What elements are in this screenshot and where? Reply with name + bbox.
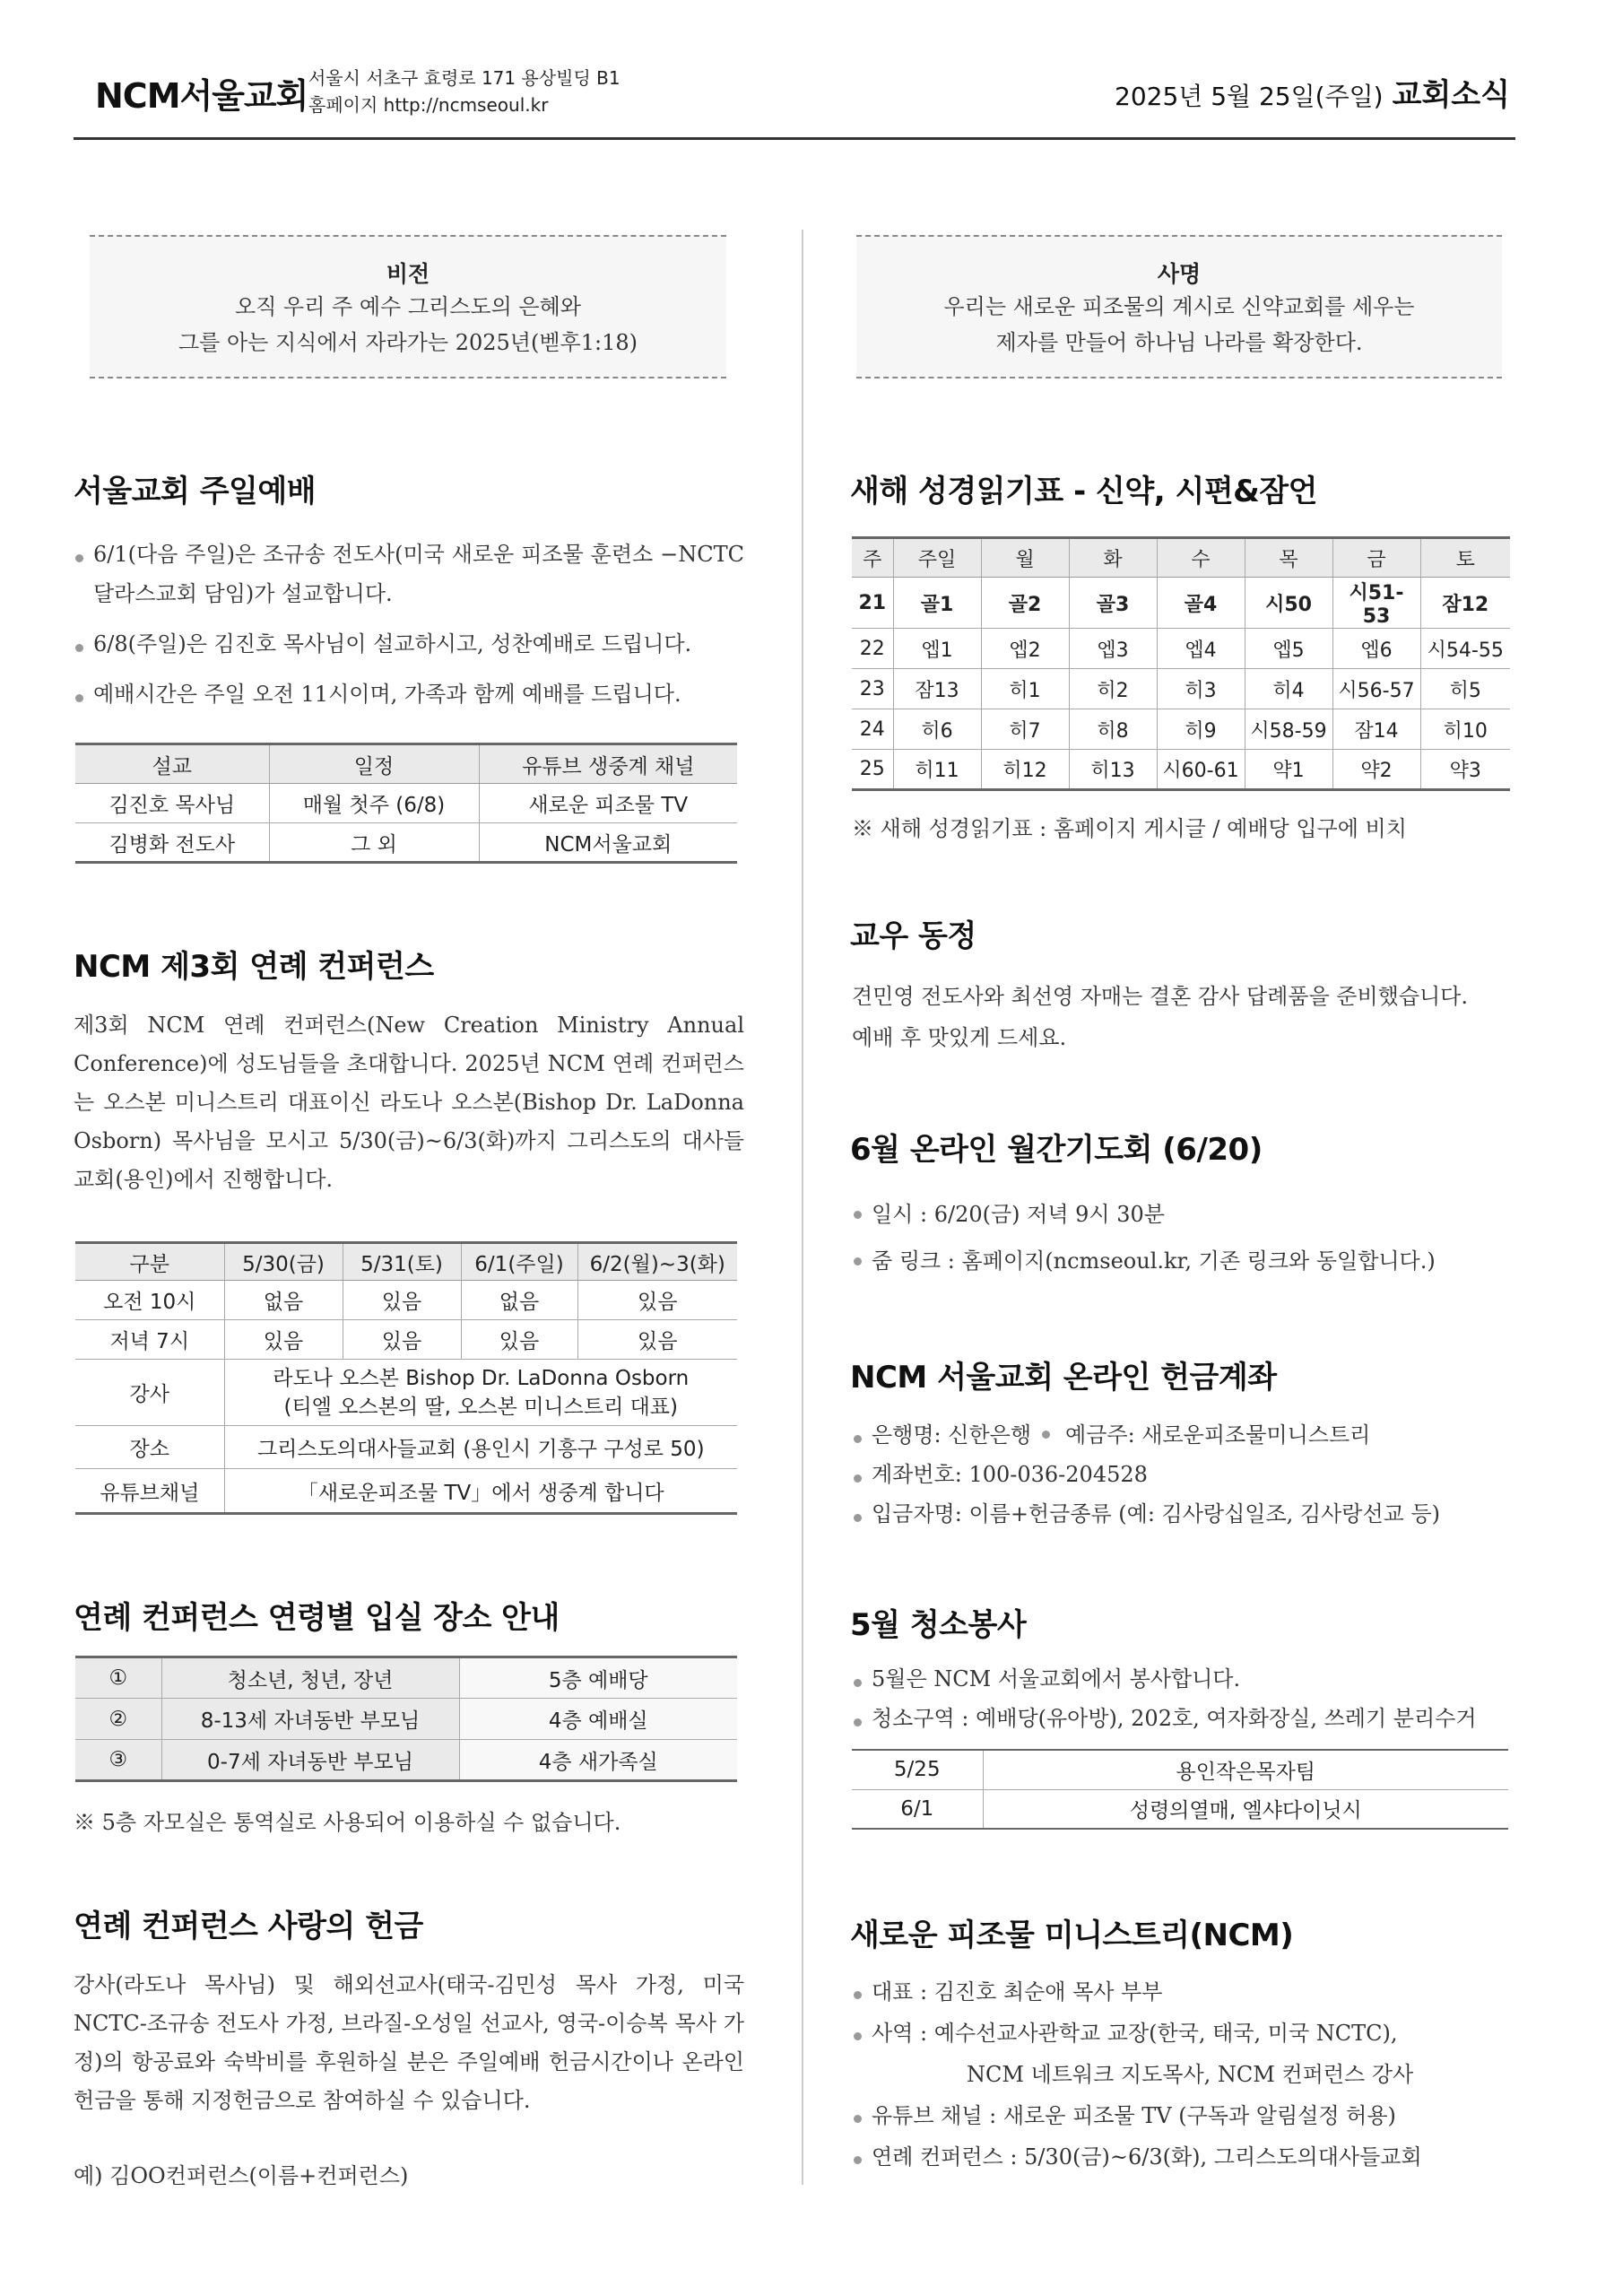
bulletin-date: 2025년 5월 25일(주일) (1115, 82, 1384, 111)
conference-paragraph: 제3회 NCM 연례 컨퍼런스(New Creation Ministry Annual Conference)에 성도님들을 초대합니다. 2025년 NCM 연례 컨퍼런스는 오스본 미니스트리 대표이신 라도나 오스본(Bishop Dr. LaDonna Osborn) 목사님을 모시고 5/30(금)~6/3(화)까지 그리스도의 대사들 교회(용인)에서 진행합니다. (74, 1013, 744, 1192)
table-cell: 없음 (461, 1281, 577, 1320)
list-item (852, 1415, 1515, 1455)
table-cell: 골2 (981, 578, 1069, 629)
table-cell: 히10 (1420, 709, 1510, 750)
table-cell: 새로운 피조물 TV (479, 784, 737, 823)
church-name: NCM서울교회 (95, 76, 308, 116)
table-row (852, 578, 1510, 629)
ministry-bullets (852, 1971, 1515, 2178)
table-row (75, 1740, 737, 1781)
table-cell: 그 외 (269, 823, 479, 863)
vision-title: 비전 (386, 261, 430, 287)
table-row (75, 823, 737, 863)
list-item: 연례 컨퍼런스 : 5/30(금)~6/3(화), 그리스도의대사들교회 (852, 2136, 1515, 2178)
table-cell: 잠12 (1420, 578, 1510, 629)
members-news-line: 예배 후 맛있게 드세요. (852, 1025, 1067, 1050)
table-header: 일정 (269, 744, 479, 784)
table-cell: 골4 (1157, 578, 1245, 629)
table-cell: 히2 (1069, 669, 1157, 709)
table-row (75, 784, 737, 823)
love-offering-example: 예) 김OO컨퍼런스(이름+컨퍼런스) (74, 2163, 409, 2188)
bible-reading-note: ※ 새해 성경읽기표 : 홈페이지 게시글 / 예배당 입구에 비치 (852, 816, 1407, 841)
table-row (75, 1426, 737, 1469)
list-item: 계좌번호: 100-036-204528 (852, 1455, 1515, 1494)
table-cell: 있음 (343, 1320, 461, 1360)
cleaning-bullets (852, 1659, 1515, 1738)
bank-name: 은행명: 신한은행 (872, 1422, 1032, 1448)
table-row (852, 669, 1510, 709)
members-news-title: 교우 동정 (850, 918, 976, 954)
table-cell: 25 (852, 750, 893, 790)
mission-line: 우리는 새로운 피조물의 계시로 신약교회를 세우는 (943, 294, 1415, 319)
mission-box (856, 235, 1502, 378)
table-cell: 있음 (577, 1281, 737, 1320)
page-header (74, 54, 1515, 140)
table-header: 6/2(월)~3(화) (577, 1243, 737, 1281)
table-cell: 4층 새가족실 (459, 1740, 737, 1781)
address-block (308, 65, 621, 118)
table-header: 화 (1069, 538, 1157, 578)
table-cell: 있음 (343, 1281, 461, 1320)
table-cell: 히6 (893, 709, 981, 750)
table-cell: 약1 (1245, 750, 1332, 790)
table-cell: 엡3 (1069, 629, 1157, 669)
vision-line: 오직 우리 주 예수 그리스도의 은혜와 (235, 294, 581, 319)
table-row (75, 1657, 737, 1699)
list-item: 예배시간은 주일 오전 11시이며, 가족과 함께 예배를 드립니다. (74, 674, 744, 714)
table-cell: ③ (75, 1740, 161, 1781)
homepage: 홈페이지 http://ncmseoul.kr (308, 94, 549, 116)
table-cell: 23 (852, 669, 893, 709)
table-cell: 히1 (981, 669, 1069, 709)
ministry-work-line: 사역 : 예수선교사관학교 교장(한국, 태국, 미국 NCTC), (872, 2021, 1398, 2046)
table-cell: 용인작은목자팀 (983, 1750, 1508, 1789)
table-cell: 시51-53 (1332, 578, 1420, 629)
table-row (852, 709, 1510, 750)
table-header: 5/31(토) (343, 1243, 461, 1281)
table-cell: 히9 (1157, 709, 1245, 750)
members-news-line: 견민영 전도사와 최선영 자매는 결혼 감사 답례품을 준비했습니다. (852, 984, 1468, 1009)
table-cell: 약3 (1420, 750, 1510, 790)
address: 서울시 서초구 효령로 171 용상빌딩 B1 (308, 67, 621, 89)
table-cell: 히12 (981, 750, 1069, 790)
sunday-worship-title: 서울교회 주일예배 (74, 474, 317, 509)
table-cell: 잠14 (1332, 709, 1420, 750)
table-header: 5/30(금) (224, 1243, 343, 1281)
table-header: 주 (852, 538, 893, 578)
conference-table (75, 1241, 737, 1515)
vision-line: 그를 아는 지식에서 자라가는 2025년(벧후1:18) (178, 330, 638, 355)
table-header: 주일 (893, 538, 981, 578)
table-cell: 0-7세 자녀동반 부모님 (161, 1740, 459, 1781)
table-cell: 8-13세 자녀동반 부모님 (161, 1699, 459, 1740)
list-item: 6/1(다음 주일)은 조규송 전도사(미국 새로운 피조물 훈련소 −NCTC 달라스교회 담임)가 설교합니다. (74, 535, 744, 613)
table-cell: 히7 (981, 709, 1069, 750)
table-header: 금 (1332, 538, 1420, 578)
list-item: 대표 : 김진호 최순애 목사 부부 (852, 1971, 1515, 2013)
vision-box (90, 235, 726, 378)
members-news-body (852, 976, 1515, 1058)
offering-account-bullets (852, 1415, 1515, 1534)
table-cell: 청소년, 청년, 장년 (161, 1657, 459, 1699)
mission-line: 제자를 만들어 하나님 나라를 확장한다. (995, 330, 1363, 355)
table-header: 6/1(주일) (461, 1243, 577, 1281)
table-cell: 김병화 전도사 (75, 823, 269, 863)
table-cell: 그리스도의대사들교회 (용인시 기흥구 구성로 50) (224, 1426, 737, 1469)
table-cell: 시58-59 (1245, 709, 1332, 750)
table-cell: ② (75, 1699, 161, 1740)
table-cell: 히4 (1245, 669, 1332, 709)
table-cell: 22 (852, 629, 893, 669)
table-cell: 없음 (224, 1281, 343, 1320)
table-cell: 잠13 (893, 669, 981, 709)
table-cell: ① (75, 1657, 161, 1699)
speaker-desc: (티엘 오스본의 딸, 오스본 미니스트리 대표) (283, 1395, 679, 1419)
table-cell: 오전 10시 (75, 1281, 224, 1320)
list-item: 일시 : 6/20(금) 저녁 9시 30분 (852, 1191, 1515, 1238)
table-cell: 21 (852, 578, 893, 629)
list-item: 유튜브 채널 : 새로운 피조물 TV (구독과 알림설정 허용) (852, 2095, 1515, 2136)
rooms-note: ※ 5층 자모실은 통역실로 사용되어 이용하실 수 없습니다. (74, 1810, 621, 1835)
list-item: 입금자명: 이름+헌금종류 (예: 김사랑십일조, 김사랑선교 등) (852, 1494, 1515, 1534)
table-cell: 「새로운피조물 TV」에서 생중계 합니다 (224, 1469, 737, 1514)
sunday-worship-bullets (74, 535, 744, 714)
preacher-table (75, 743, 737, 864)
date-line (1115, 70, 1510, 114)
rooms-title: 연례 컨퍼런스 연령별 입실 장소 안내 (74, 1600, 560, 1636)
table-cell: 엡6 (1332, 629, 1420, 669)
rooms-table (75, 1656, 737, 1782)
table-cell: 있음 (577, 1320, 737, 1360)
table-row (852, 750, 1510, 790)
speaker-name: 라도나 오스본 Bishop Dr. LaDonna Osborn (273, 1366, 690, 1390)
list-item: 청소구역 : 예배당(유아방), 202호, 여자화장실, 쓰레기 분리수거 (852, 1699, 1515, 1738)
cleaning-table (852, 1749, 1508, 1830)
table-header: 구분 (75, 1243, 224, 1281)
list-item: 줌 링크 : 홈페이지(ncmseoul.kr, 기존 링크와 동일합니다.) (852, 1238, 1515, 1284)
account-holder: 예금주: 새로운피조물미니스트리 (1065, 1422, 1371, 1448)
table-cell: 히11 (893, 750, 981, 790)
table-row (852, 1789, 1508, 1829)
list-item: 6/8(주일)은 김진호 목사님이 설교하시고, 성찬예배로 드립니다. (74, 624, 744, 664)
table-cell: 히3 (1157, 669, 1245, 709)
list-item (852, 2013, 1515, 2095)
table-cell: 성령의열매, 엘샤다이닛시 (983, 1789, 1508, 1829)
table-row (852, 1750, 1508, 1789)
table-row (75, 1699, 737, 1740)
table-cell: 엡4 (1157, 629, 1245, 669)
table-cell: 장소 (75, 1426, 224, 1469)
table-row (75, 1360, 737, 1426)
prayer-meeting-bullets (852, 1191, 1515, 1284)
table-cell: 히8 (1069, 709, 1157, 750)
table-cell: 히13 (1069, 750, 1157, 790)
table-row (75, 1320, 737, 1360)
table-row (852, 629, 1510, 669)
bulletin-title: 교회소식 (1392, 77, 1510, 113)
table-cell: 5/25 (893, 1758, 941, 1782)
table-cell: 6/1 (852, 1789, 983, 1829)
list-item: 5월은 NCM 서울교회에서 봉사합니다. (852, 1659, 1515, 1699)
table-cell: 시54-55 (1420, 629, 1510, 669)
table-cell: 24 (852, 709, 893, 750)
table-header: 설교 (75, 744, 269, 784)
table-cell: 약2 (1332, 750, 1420, 790)
table-cell: 시56-57 (1332, 669, 1420, 709)
mission-title: 사명 (1157, 261, 1202, 287)
table-cell: 김진호 목사님 (75, 784, 269, 823)
column-divider (802, 230, 803, 2185)
bible-reading-table (852, 536, 1510, 791)
table-header: 토 (1420, 538, 1510, 578)
table-cell: 엡2 (981, 629, 1069, 669)
table-cell: 있음 (224, 1320, 343, 1360)
table-cell: 시60-61 (1157, 750, 1245, 790)
table-cell: 엡1 (893, 629, 981, 669)
prayer-meeting-title: 6월 온라인 월간기도회 (6/20) (850, 1132, 1263, 1168)
ministry-work-line: NCM 네트워크 지도목사, NCM 컨퍼런스 강사 (967, 2062, 1414, 2087)
table-header: 수 (1157, 538, 1245, 578)
table-cell: 골1 (893, 578, 981, 629)
table-cell: 시50 (1245, 578, 1332, 629)
table-cell: 저녁 7시 (75, 1320, 224, 1360)
table-cell: NCM서울교회 (479, 823, 737, 863)
love-offering-paragraph: 강사(라도나 목사님) 및 해외선교사(태국-김민성 목사 가정, 미국 NCTC-조규송 전도사 가정, 브라질-오성일 선교사, 영국-이승복 목사 가정)의 항공료와 숙박비를 후원하실 분은 주일예배 헌금시간이나 온라인 헌금을 통해 지정헌금으로 참여하실 수 있습니다. (74, 1972, 744, 2113)
conference-title: NCM 제3회 연례 컨퍼런스 (74, 949, 434, 985)
table-header: 유튜브 생중계 채널 (479, 744, 737, 784)
bible-reading-title: 새해 성경읽기표 - 신약, 시편&잠언 (850, 474, 1317, 509)
table-cell: 강사 (75, 1360, 224, 1426)
table-header: 월 (981, 538, 1069, 578)
table-cell: 엡5 (1245, 629, 1332, 669)
table-cell: 골3 (1069, 578, 1157, 629)
love-offering-title: 연례 컨퍼런스 사랑의 헌금 (74, 1909, 423, 1944)
table-cell: 유튜브채널 (75, 1469, 224, 1514)
ministry-title: 새로운 피조물 미니스트리(NCM) (850, 1918, 1294, 1953)
table-header: 목 (1245, 538, 1332, 578)
table-cell: 5층 예배당 (459, 1657, 737, 1699)
table-cell: 4층 예배실 (459, 1699, 737, 1740)
offering-account-title: NCM 서울교회 온라인 헌금계좌 (850, 1360, 1277, 1396)
table-cell: 매월 첫주 (6/8) (269, 784, 479, 823)
speaker-cell (224, 1360, 737, 1426)
table-row (75, 1281, 737, 1320)
table-cell: 있음 (461, 1320, 577, 1360)
table-row (75, 1469, 737, 1514)
cleaning-title: 5월 청소봉사 (850, 1607, 1027, 1643)
table-cell: 히5 (1420, 669, 1510, 709)
